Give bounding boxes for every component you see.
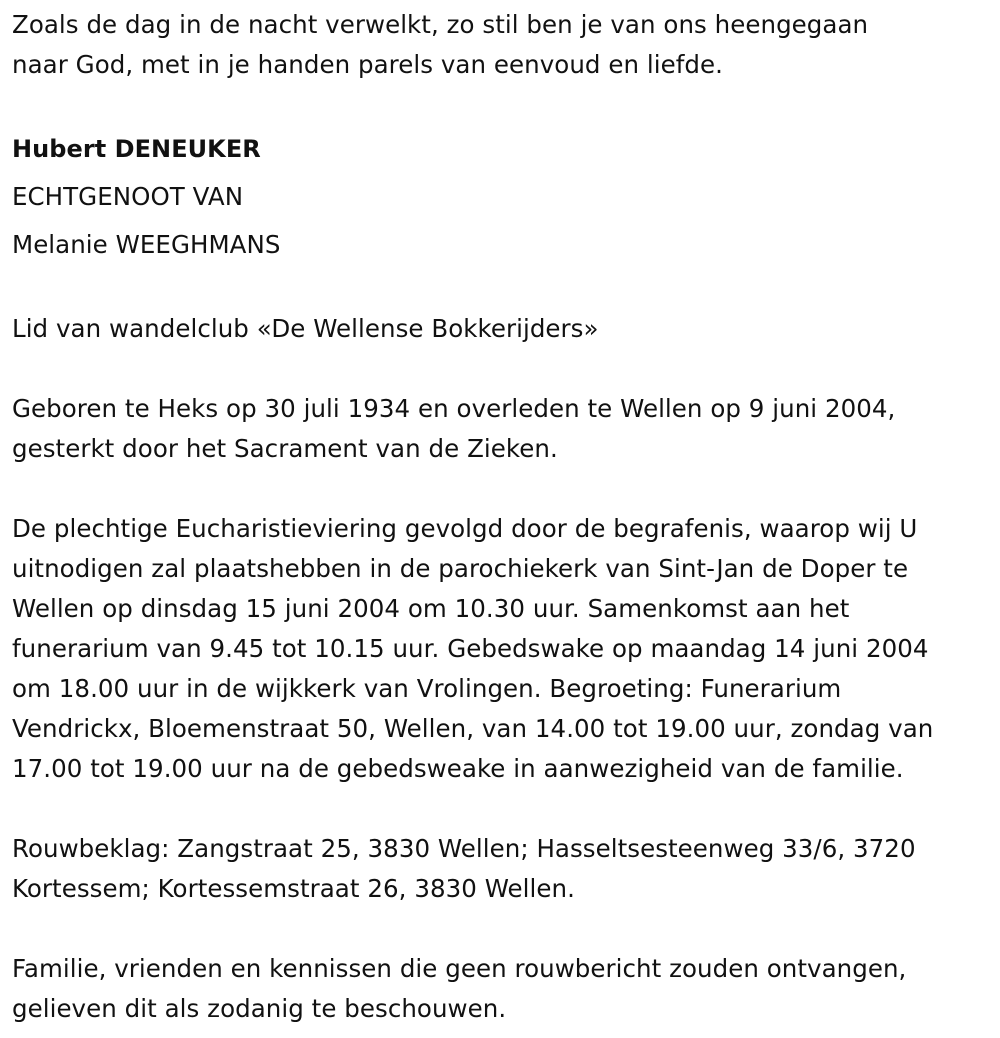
intro-line: Zoals de dag in de nacht verwelkt, zo stil ben je van ons heengegaan bbox=[12, 10, 869, 39]
deceased-name: Hubert DENEUKER bbox=[12, 135, 261, 163]
ceremony-paragraph bbox=[12, 509, 988, 789]
ceremony-line: De plechtige Eucharistieviering gevolgd door de begrafenis, waarop wij U bbox=[12, 514, 918, 543]
ceremony-line: uitnodigen zal plaatshebben in de parochiekerk van Sint-Jan de Doper te bbox=[12, 554, 909, 583]
membership-text: Lid van wandelclub «De Wellense Bokkerijders» bbox=[12, 314, 599, 343]
ceremony-line: om 18.00 uur in de wijkkerk van Vrolingen. Begroeting: Funerarium bbox=[12, 674, 842, 703]
closing-line: gelieven dit als zodanig te beschouwen. bbox=[12, 994, 507, 1023]
deceased-block bbox=[12, 125, 988, 269]
condolences-paragraph bbox=[12, 829, 988, 909]
birth-death-line: gesterkt door het Sacrament van de Zieken. bbox=[12, 434, 558, 463]
ceremony-line: Vendrickx, Bloemenstraat 50, Wellen, van 14.00 tot 19.00 uur, zondag van bbox=[12, 714, 934, 743]
closing-paragraph bbox=[12, 949, 988, 1029]
condolences-line: Rouwbeklag: Zangstraat 25, 3830 Wellen; Hasseltsesteenweg 33/6, 3720 bbox=[12, 834, 916, 863]
birth-death-paragraph bbox=[12, 389, 988, 469]
ceremony-line: Wellen op dinsdag 15 juni 2004 om 10.30 uur. Samenkomst aan het bbox=[12, 594, 850, 623]
relation-label: ECHTGENOOT VAN bbox=[12, 182, 244, 211]
membership-paragraph bbox=[12, 309, 988, 349]
ceremony-line: funerarium van 9.45 tot 10.15 uur. Gebedswake op maandag 14 juni 2004 bbox=[12, 634, 929, 663]
ceremony-line: 17.00 tot 19.00 uur na de gebedsweake in aanwezigheid van de familie. bbox=[12, 754, 904, 783]
birth-death-line: Geboren te Heks op 30 juli 1934 en overleden te Wellen op 9 juni 2004, bbox=[12, 394, 896, 423]
spouse-name: Melanie WEEGHMANS bbox=[12, 230, 281, 259]
intro-verse bbox=[12, 5, 988, 85]
intro-line: naar God, met in je handen parels van eenvoud en liefde. bbox=[12, 50, 723, 79]
closing-line: Familie, vrienden en kennissen die geen rouwbericht zouden ontvangen, bbox=[12, 954, 907, 983]
condolences-line: Kortessem; Kortessemstraat 26, 3830 Wellen. bbox=[12, 874, 575, 903]
